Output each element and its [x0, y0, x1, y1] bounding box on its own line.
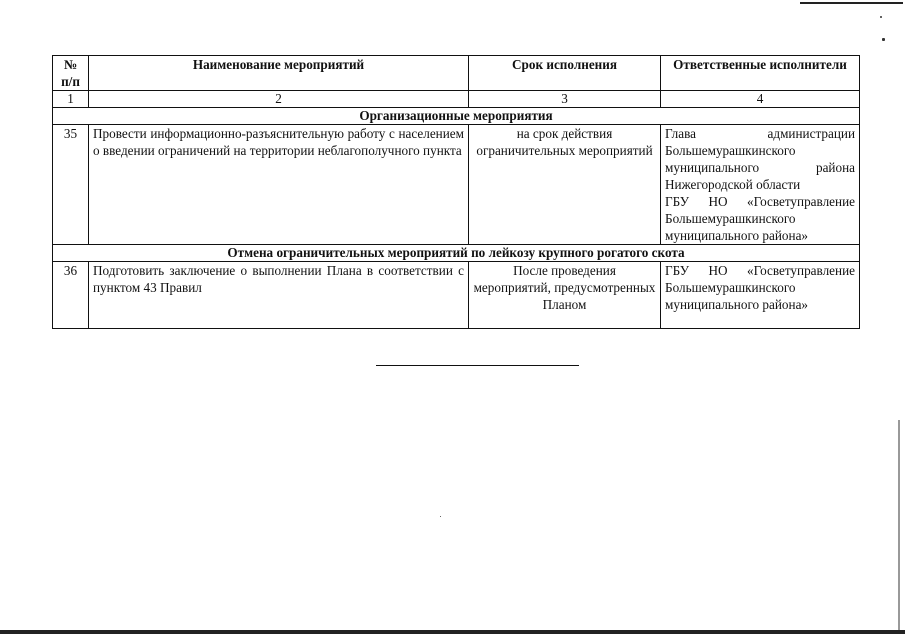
column-number: 1 [53, 91, 89, 108]
row-deadline: После проведения мероприятий, предусмотренных Планом [469, 262, 661, 329]
row-deadline: на срок действия ограничительных мероприятий [469, 125, 661, 245]
row-responsible: ГБУ НО «Госветуправление Большемурашкинского муниципального района» [661, 262, 860, 329]
column-number: 2 [89, 91, 469, 108]
header-deadline: Срок исполнения [469, 56, 661, 91]
table-row [53, 262, 860, 329]
header-responsible: Ответственные исполнители [661, 56, 860, 91]
end-of-document-line [376, 365, 579, 366]
header-num: № п/п [53, 56, 89, 91]
table-row [53, 125, 860, 245]
scan-edge-top [800, 2, 903, 4]
row-num: 35 [53, 125, 89, 245]
scan-edge-right [898, 420, 900, 630]
section-title: Отмена ограничительных мероприятий по лейкозу крупного рогатого скота [53, 245, 860, 262]
scan-edge-bottom [0, 630, 905, 634]
measures-table [52, 55, 860, 329]
section-title: Организационные мероприятия [53, 108, 860, 125]
header-name: Наименование мероприятий [89, 56, 469, 91]
column-number: 3 [469, 91, 661, 108]
row-responsible: Глава администрации Большемурашкинского муниципального района Нижегородской области ГБУ НО «Госветуправление Большемурашкинского муниципального района» [661, 125, 860, 245]
section-row [53, 245, 860, 262]
scan-speck [440, 516, 441, 517]
column-number: 4 [661, 91, 860, 108]
row-name: Подготовить заключение о выполнении Плана в соответствии с пунктом 43 Правил [89, 262, 469, 329]
row-num: 36 [53, 262, 89, 329]
row-name: Провести информационно-разъяснительную работу с населением о введении ограничений на территории неблагополучного пункта [89, 125, 469, 245]
section-row [53, 108, 860, 125]
scan-speck [882, 38, 885, 41]
scan-speck [880, 16, 882, 18]
column-number-row [53, 91, 860, 108]
table-header-row [53, 56, 860, 91]
